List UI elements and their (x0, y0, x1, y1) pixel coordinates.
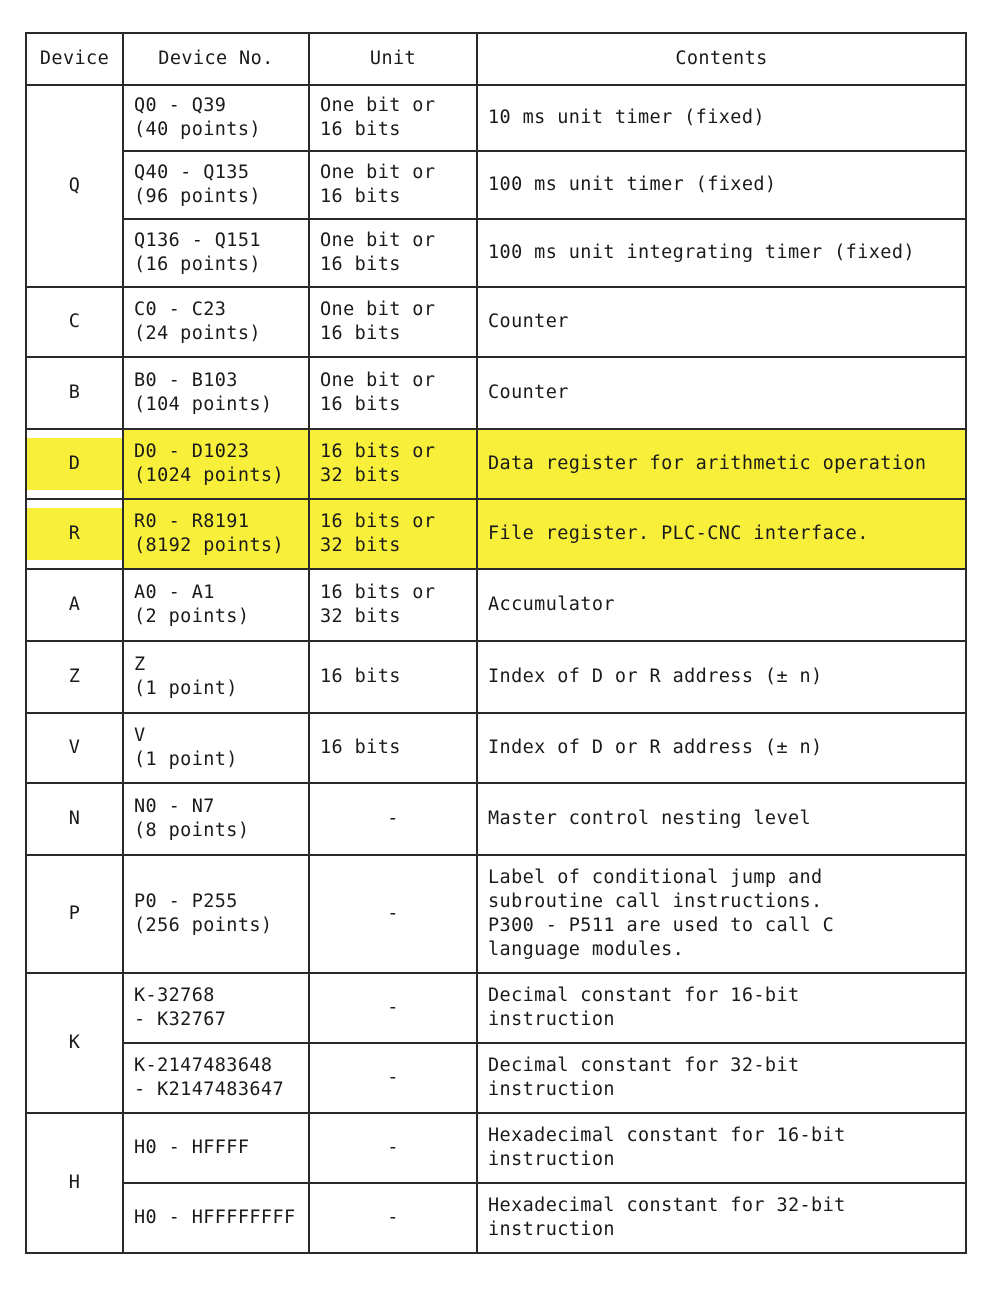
cell-line: Z (134, 654, 146, 675)
device-no-cell (123, 357, 309, 429)
cell-line: (1 point) (134, 678, 238, 699)
cell-line: P300 - P511 are used to call C (488, 915, 835, 936)
cell-line: 16 bits or (320, 582, 436, 603)
cell-line: (8 points) (134, 820, 250, 841)
cell-line: instruction (488, 1009, 615, 1030)
cell-line: - (387, 1137, 399, 1158)
device-no-cell (123, 151, 309, 219)
cell-line: language modules. (488, 939, 685, 960)
header-device: Device (26, 33, 123, 85)
cell-line: (24 points) (134, 323, 261, 344)
cell-line: Counter (488, 311, 569, 332)
cell-line: Master control nesting level (488, 808, 812, 829)
cell-line: 32 bits (320, 606, 401, 627)
table-row (26, 499, 966, 569)
cell-line: - (387, 808, 399, 829)
unit-cell (309, 1183, 477, 1253)
cell-line: Index of D or R address (± n) (488, 666, 823, 687)
device-no-cell (123, 85, 309, 151)
device-no-cell (123, 429, 309, 499)
table-row (26, 641, 966, 713)
cell-line: Q136 - Q151 (134, 230, 261, 251)
unit-cell (309, 429, 477, 499)
unit-cell (309, 569, 477, 641)
device-cell: Q (26, 85, 123, 287)
contents-cell (477, 1043, 966, 1113)
unit-cell (309, 713, 477, 783)
device-no-cell (123, 641, 309, 713)
cell-line: H0 - HFFFFFFFF (134, 1207, 296, 1228)
unit-cell (309, 287, 477, 357)
device-no-cell (123, 1043, 309, 1113)
cell-line: (8192 points) (134, 535, 284, 556)
table-body (26, 85, 966, 1253)
device-no-cell (123, 287, 309, 357)
cell-line: 16 bits (320, 737, 401, 758)
header-unit: Unit (309, 33, 477, 85)
contents-cell (477, 1113, 966, 1183)
cell-line: instruction (488, 1149, 615, 1170)
device-cell: A (26, 569, 123, 641)
device-no-cell (123, 1183, 309, 1253)
device-cell: P (26, 855, 123, 973)
unit-cell (309, 85, 477, 151)
cell-line: 16 bits (320, 186, 401, 207)
cell-line: 10 ms unit timer (fixed) (488, 107, 765, 128)
cell-line: 100 ms unit timer (fixed) (488, 174, 777, 195)
contents-cell (477, 499, 966, 569)
device-cell: D (26, 429, 123, 499)
contents-cell (477, 783, 966, 855)
device-cell: K (26, 973, 123, 1113)
header-row (26, 33, 966, 85)
contents-cell (477, 287, 966, 357)
unit-cell (309, 783, 477, 855)
contents-cell (477, 219, 966, 287)
contents-cell (477, 357, 966, 429)
cell-line: (2 points) (134, 606, 250, 627)
table-row (26, 1113, 966, 1183)
cell-line: 32 bits (320, 535, 401, 556)
cell-line: 16 bits (320, 254, 401, 275)
cell-line: (104 points) (134, 394, 273, 415)
cell-line: - (387, 903, 399, 924)
cell-line: (1024 points) (134, 465, 284, 486)
contents-cell (477, 713, 966, 783)
unit-cell (309, 219, 477, 287)
cell-line: 16 bits (320, 323, 401, 344)
cell-line: - K32767 (134, 1009, 227, 1030)
cell-line: K-2147483648 (134, 1055, 273, 1076)
unit-cell (309, 151, 477, 219)
contents-cell (477, 1183, 966, 1253)
header-device-no: Device No. (123, 33, 309, 85)
device-table (25, 32, 967, 1254)
cell-line: One bit or (320, 95, 436, 116)
cell-line: Counter (488, 382, 569, 403)
cell-line: subroutine call instructions. (488, 891, 823, 912)
cell-line: One bit or (320, 230, 436, 251)
contents-cell (477, 569, 966, 641)
unit-cell (309, 855, 477, 973)
cell-line: Hexadecimal constant for 16-bit (488, 1125, 846, 1146)
cell-line: instruction (488, 1079, 615, 1100)
device-no-cell (123, 219, 309, 287)
table-row (26, 85, 966, 151)
cell-line: - (387, 1207, 399, 1228)
cell-line: 16 bits or (320, 511, 436, 532)
cell-line: Accumulator (488, 594, 615, 615)
cell-line: 16 bits (320, 119, 401, 140)
device-no-cell (123, 499, 309, 569)
contents-cell (477, 151, 966, 219)
table-row (26, 219, 966, 287)
cell-line: Index of D or R address (± n) (488, 737, 823, 758)
contents-cell (477, 973, 966, 1043)
cell-line: (1 point) (134, 749, 238, 770)
cell-line: One bit or (320, 162, 436, 183)
cell-line: 32 bits (320, 465, 401, 486)
cell-line: K-32768 (134, 985, 215, 1006)
cell-line: One bit or (320, 299, 436, 320)
table-row (26, 783, 966, 855)
table-row (26, 1183, 966, 1253)
device-cell: N (26, 783, 123, 855)
cell-line: instruction (488, 1219, 615, 1240)
cell-line: - (387, 997, 399, 1018)
unit-cell (309, 357, 477, 429)
contents-cell (477, 429, 966, 499)
table-row (26, 429, 966, 499)
cell-line: Decimal constant for 16-bit (488, 985, 800, 1006)
cell-line: Label of conditional jump and (488, 867, 823, 888)
cell-line: N0 - N7 (134, 796, 215, 817)
contents-cell (477, 855, 966, 973)
cell-line: R0 - R8191 (134, 511, 250, 532)
device-no-cell (123, 1113, 309, 1183)
device-no-cell (123, 973, 309, 1043)
table-row (26, 855, 966, 973)
device-cell: Z (26, 641, 123, 713)
cell-line: 16 bits (320, 666, 401, 687)
cell-line: Q40 - Q135 (134, 162, 250, 183)
contents-cell (477, 641, 966, 713)
device-cell: B (26, 357, 123, 429)
cell-line: (40 points) (134, 119, 261, 140)
cell-line: One bit or (320, 370, 436, 391)
cell-line: (16 points) (134, 254, 261, 275)
contents-cell (477, 85, 966, 151)
cell-line: V (134, 725, 146, 746)
cell-line: A0 - A1 (134, 582, 215, 603)
cell-line: 16 bits or (320, 441, 436, 462)
cell-line: Hexadecimal constant for 32-bit (488, 1195, 846, 1216)
cell-line: B0 - B103 (134, 370, 238, 391)
cell-line: C0 - C23 (134, 299, 227, 320)
device-cell: H (26, 1113, 123, 1253)
cell-line: Decimal constant for 32-bit (488, 1055, 800, 1076)
cell-line: - K2147483647 (134, 1079, 284, 1100)
unit-cell (309, 641, 477, 713)
device-no-cell (123, 713, 309, 783)
cell-line: Q0 - Q39 (134, 95, 227, 116)
cell-line: (96 points) (134, 186, 261, 207)
device-no-cell (123, 569, 309, 641)
device-no-cell (123, 783, 309, 855)
table-row (26, 569, 966, 641)
table-row (26, 713, 966, 783)
device-cell: R (26, 499, 123, 569)
device-cell: C (26, 287, 123, 357)
unit-cell (309, 1113, 477, 1183)
device-cell: V (26, 713, 123, 783)
cell-line: H0 - HFFFF (134, 1137, 250, 1158)
table-row (26, 287, 966, 357)
cell-line: 16 bits (320, 394, 401, 415)
cell-line: (256 points) (134, 915, 273, 936)
header-contents: Contents (477, 33, 966, 85)
table-row (26, 151, 966, 219)
cell-line: Data register for arithmetic operation (488, 453, 927, 474)
table-row (26, 973, 966, 1043)
unit-cell (309, 1043, 477, 1113)
cell-line: - (387, 1067, 399, 1088)
table-row (26, 1043, 966, 1113)
table-row (26, 357, 966, 429)
unit-cell (309, 973, 477, 1043)
cell-line: D0 - D1023 (134, 441, 250, 462)
cell-line: P0 - P255 (134, 891, 238, 912)
cell-line: File register. PLC-CNC interface. (488, 523, 869, 544)
cell-line: 100 ms unit integrating timer (fixed) (488, 242, 915, 263)
device-no-cell (123, 855, 309, 973)
unit-cell (309, 499, 477, 569)
